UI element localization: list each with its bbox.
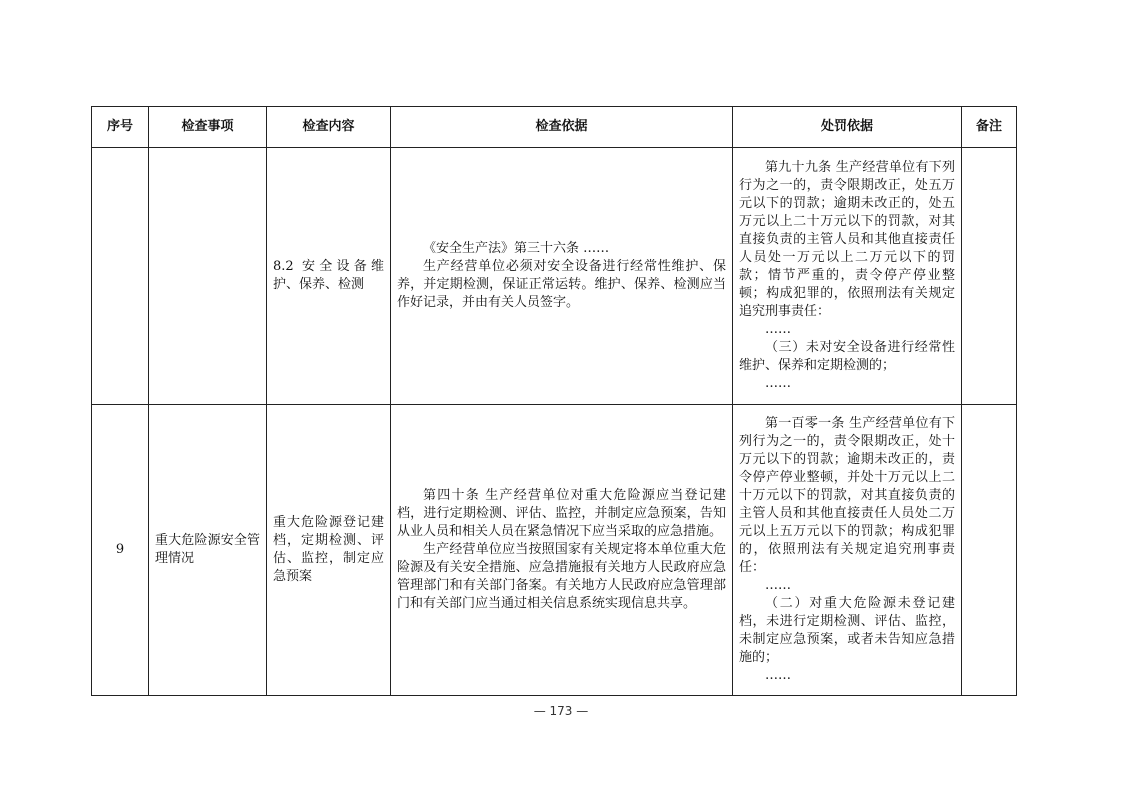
penalty-paragraph: 第九十九条 生产经营单位有下列行为之一的，责令限期改正，处五万元以下的罚款；逾期未改正的，处五万元以上二十万元以下的罚款，对其直接负责的主管人员和其他直接责任人员处一万元以上二万元以下的罚款；情节严重的，责令停产停业整顿；构成犯罪的，依照刑法有关规定追究刑事责任： <box>739 160 955 319</box>
row-remark <box>962 405 1017 696</box>
table-row <box>92 405 1017 696</box>
table-header-row <box>92 107 1017 148</box>
item-text: 重大危险源安全管理情况 <box>155 533 260 566</box>
row-item <box>149 148 267 405</box>
header-remark: 备注 <box>962 107 1017 148</box>
row-item <box>149 405 267 696</box>
header-no: 序号 <box>92 107 149 148</box>
header-item: 检查事项 <box>149 107 267 148</box>
penalty-paragraph: 第一百零一条 生产经营单位有下列行为之一的，责令限期改正，处十万元以下的罚款；逾期未改正的，责令停产停业整顿，并处十万元以上二十万元以下的罚款，对其直接负责的主管人员和其他直接责任人员处二万元以上五万元以下的罚款；构成犯罪的，依照刑法有关规定追究刑事责任： <box>739 416 955 575</box>
row-number <box>92 148 149 405</box>
penalty-ellipsis: …… <box>765 376 791 391</box>
row-content <box>267 405 391 696</box>
basis-paragraph: 生产经营单位必须对安全设备进行经常性维护、保养，并定期检测，保证正常运转。维护、保养、检测应当作好记录，并由有关人员签字。 <box>397 259 726 310</box>
penalty-ellipsis: …… <box>765 578 791 593</box>
header-basis: 检查依据 <box>391 107 733 148</box>
header-content: 检查内容 <box>267 107 391 148</box>
row-basis <box>391 148 733 405</box>
row-penalty <box>733 148 962 405</box>
row-remark <box>962 148 1017 405</box>
basis-paragraph: 《安全生产法》第三十六条 …… <box>423 241 610 256</box>
basis-paragraph: 生产经营单位应当按照国家有关规定将本单位重大危险源及有关安全措施、应急措施报有关地方人民政府应急管理部门和有关部门备案。有关地方人民政府应急管理部门和有关部门应当通过相关信息系统实现信息共享。 <box>397 542 726 611</box>
page-number: — 173 — <box>533 704 589 718</box>
row-penalty <box>733 405 962 696</box>
inspection-table <box>91 106 1017 696</box>
content-text: 8.2 安全设备维护、保养、检测 <box>273 259 384 292</box>
row-basis <box>391 405 733 696</box>
table-row <box>92 148 1017 405</box>
content-text: 重大危险源登记建档，定期检测、评估、监控，制定应急预案 <box>273 515 384 584</box>
row-number: 9 <box>92 405 149 696</box>
header-penalty: 处罚依据 <box>733 107 962 148</box>
penalty-paragraph: （三）未对安全设备进行经常性维护、保养和定期检测的； <box>739 340 955 373</box>
basis-paragraph: 第四十条 生产经营单位对重大危险源应当登记建档，进行定期检测、评估、监控，并制定应急预案，告知从业人员和相关人员在紧急情况下应当采取的应急措施。 <box>397 488 726 539</box>
penalty-paragraph: （二）对重大危险源未登记建档，未进行定期检测、评估、监控，未制定应急预案，或者未告知应急措施的； <box>739 596 955 665</box>
row-content <box>267 148 391 405</box>
penalty-ellipsis: …… <box>765 668 791 683</box>
penalty-ellipsis: …… <box>765 322 791 337</box>
